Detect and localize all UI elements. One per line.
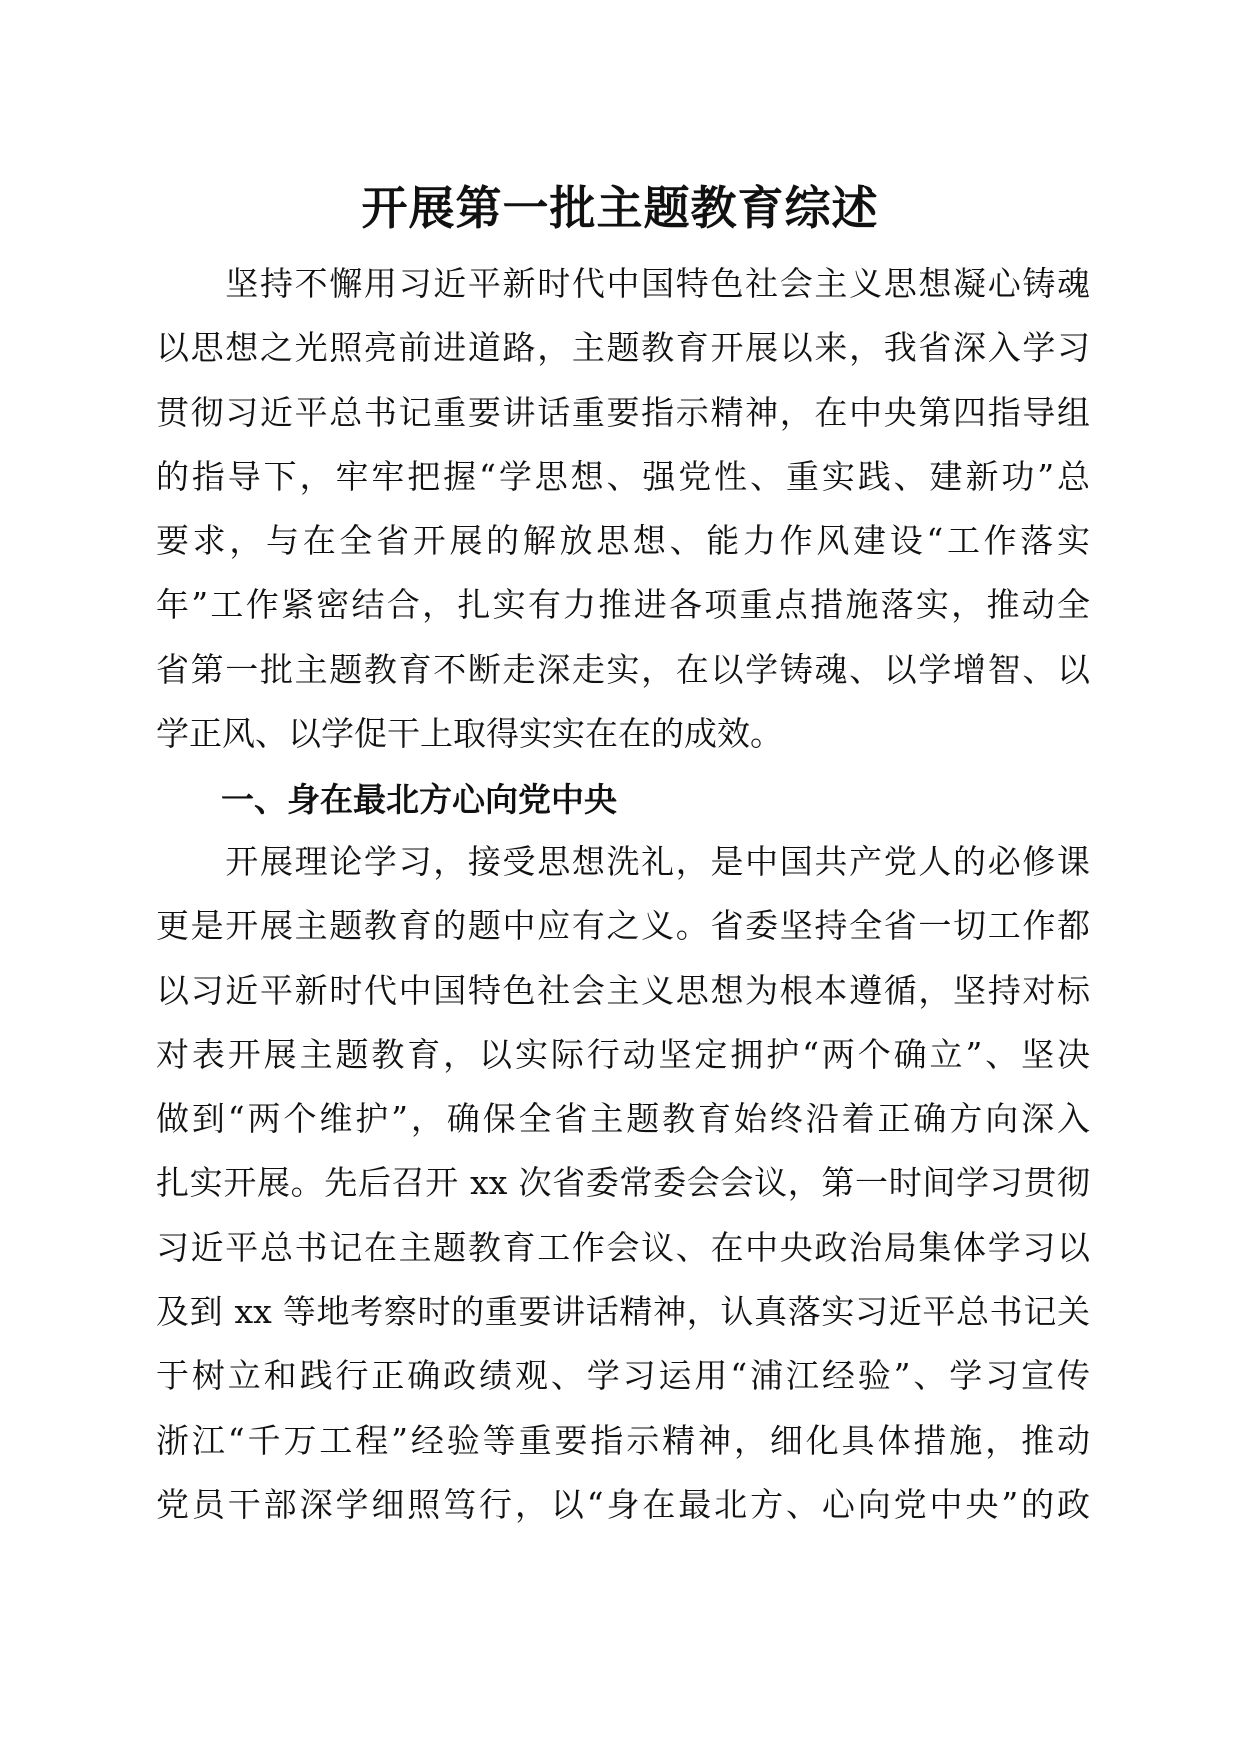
text-line: 习近平总书记在主题教育工作会议、在中央政治局集体学习以 — [156, 1227, 1090, 1267]
text-line: 开展理论学习，接受思想洗礼，是中国共产党人的必修课 — [156, 842, 1090, 881]
document-title: 开展第一批主题教育综述 — [361, 181, 879, 235]
text-line: 坚持不懈用习近平新时代中国特色社会主义思想凝心铸魂 — [156, 264, 1090, 303]
paragraph-section1 — [156, 830, 1090, 1537]
text-line: 以思想之光照亮前进道路，主题教育开展以来，我省深入学习 — [156, 328, 1090, 368]
text-line: 对表开展主题教育，以实际行动坚定拥护“两个确立”、坚决 — [156, 1034, 1090, 1074]
text-line: 做到“两个维护”，确保全省主题教育始终沿着正确方向深入 — [156, 1099, 1090, 1139]
text-line: 省第一批主题教育不断走深走实，在以学铸魂、以学增智、以 — [156, 649, 1090, 689]
paragraph-intro — [156, 252, 1090, 766]
text-line: 贯彻习近平总书记重要讲话重要指示精神，在中央第四指导组 — [156, 392, 1090, 432]
text-line: 的指导下，牢牢把握“学思想、强党性、重实践、建新功”总 — [156, 456, 1090, 496]
text-line: 学正风、以学促干上取得实实在在的成效。 — [156, 714, 783, 754]
text-line: 以习近平新时代中国特色社会主义思想为根本遵循，坚持对标 — [156, 970, 1090, 1010]
text-line: 及到 xx 等地考察时的重要讲话精神，认真落实习近平总书记关 — [156, 1292, 1090, 1332]
text-line: 扎实开展。先后召开 xx 次省委常委会会议，第一时间学习贯彻 — [156, 1163, 1090, 1203]
text-line: 党员干部深学细照笃行，以“身在最北方、心向党中央”的政 — [156, 1484, 1090, 1524]
section-heading: 一、身在最北方心向党中央 — [221, 780, 617, 819]
text-line: 年”工作紧密结合，扎实有力推进各项重点措施落实，推动全 — [156, 585, 1090, 625]
text-line: 要求，与在全省开展的解放思想、能力作风建设“工作落实 — [156, 521, 1090, 561]
text-line: 更是开展主题教育的题中应有之义。省委坚持全省一切工作都 — [156, 906, 1090, 946]
text-line: 浙江“千万工程”经验等重要指示精神，细化具体措施，推动 — [156, 1420, 1090, 1460]
text-line: 于树立和践行正确政绩观、学习运用“浦江经验”、学习宣传 — [156, 1356, 1090, 1396]
